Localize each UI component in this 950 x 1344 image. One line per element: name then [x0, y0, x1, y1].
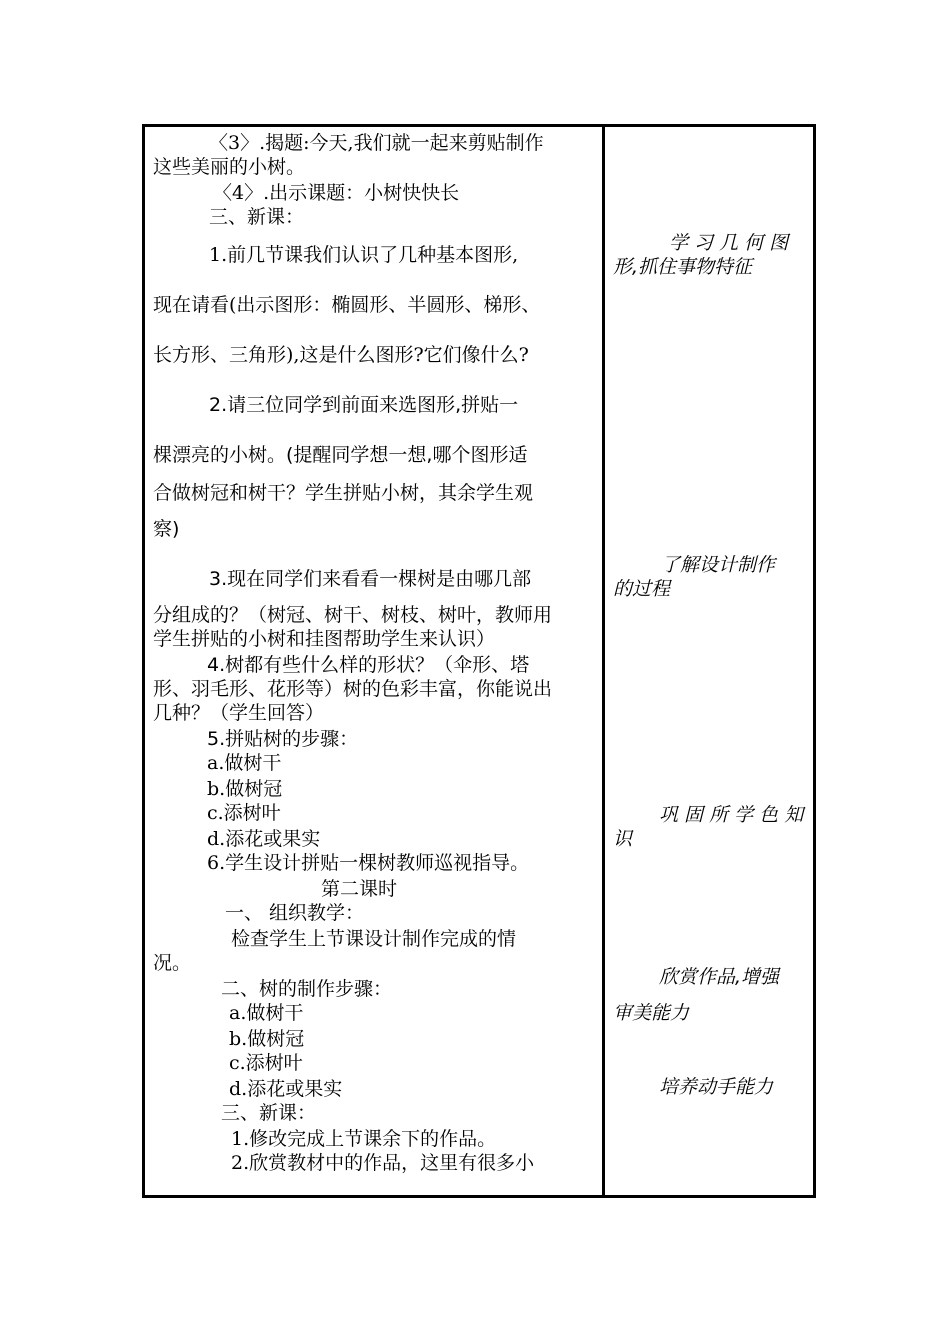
content-line: 合做树冠和树干？学生拼贴小树，其余学生观: [153, 482, 534, 504]
content-line: 学生拼贴的小树和挂图帮助学生来认识）: [153, 628, 496, 650]
objective-note: 学 习 几 何 图: [669, 232, 789, 254]
content-line: 形、羽毛形、花形等）树的色彩丰富，你能说出: [153, 678, 553, 700]
content-line: d.添花或果实: [229, 1078, 343, 1100]
content-line: 现在请看(出示图形：椭圆形、半圆形、梯形、: [153, 294, 541, 316]
objective-note: 的过程: [613, 578, 671, 600]
content-line: 1.修改完成上节课余下的作品。: [231, 1128, 497, 1150]
content-line: b.做树冠: [229, 1028, 305, 1050]
objective-note: 形,抓住事物特征: [613, 256, 753, 278]
content-line: 检查学生上节课设计制作完成的情: [231, 928, 517, 950]
content-line: d.添花或果实: [207, 828, 321, 850]
content-line: 3.现在同学们来看看一棵树是由哪几部: [209, 568, 532, 590]
content-line: b.做树冠: [207, 778, 283, 800]
objective-note: 识: [613, 828, 633, 850]
content-line: 察): [153, 518, 180, 540]
content-line: 一、 组织教学：: [225, 902, 365, 924]
content-line: 1.前几节课我们认识了几种基本图形,: [209, 244, 519, 266]
objective-note: 了解设计制作: [661, 554, 776, 576]
content-line: 三、新课：: [221, 1102, 317, 1124]
content-line: 6.学生设计拼贴一棵树教师巡视指导。: [207, 852, 530, 874]
content-line: a.做树干: [229, 1002, 304, 1024]
objective-note: 欣赏作品,增强: [659, 966, 780, 988]
column-divider: [602, 127, 605, 1195]
content-line: 〈4〉.出示课题：小树快快长: [213, 182, 460, 204]
content-line: 几种？（学生回答）: [153, 702, 325, 724]
content-line: 分组成的？（树冠、树干、树枝、树叶，教师用: [153, 604, 553, 626]
content-line: 三、新课：: [209, 206, 305, 228]
objective-note: 巩 固 所 学 色 知: [659, 804, 804, 826]
content-line: 长方形、三角形),这是什么图形?它们像什么?: [153, 344, 529, 366]
content-line: 2.请三位同学到前面来选图形,拼贴一: [209, 394, 519, 416]
content-line: 〈3〉.揭题:今天,我们就一起来剪贴制作: [209, 132, 544, 154]
content-line: 2.欣赏教材中的作品，这里有很多小: [231, 1152, 535, 1174]
content-line: c.添树叶: [229, 1052, 303, 1074]
content-line: 5.拼贴树的步骤：: [207, 728, 359, 750]
content-line: 4.树都有些什么样的形状？（伞形、塔: [207, 654, 530, 676]
content-line: 况。: [153, 952, 192, 974]
content-line: 这些美丽的小树。: [153, 156, 306, 178]
content-line: c.添树叶: [207, 802, 281, 824]
content-line: 棵漂亮的小树。(提醒同学想一想,哪个图形适: [153, 444, 528, 466]
content-line: a.做树干: [207, 752, 282, 774]
objective-note: 培养动手能力: [659, 1076, 774, 1098]
lesson-plan-table: [142, 124, 816, 1198]
content-line: 二、树的制作步骤：: [221, 978, 393, 1000]
section-heading: 第二课时: [321, 878, 398, 900]
objective-note: 审美能力: [613, 1002, 690, 1024]
